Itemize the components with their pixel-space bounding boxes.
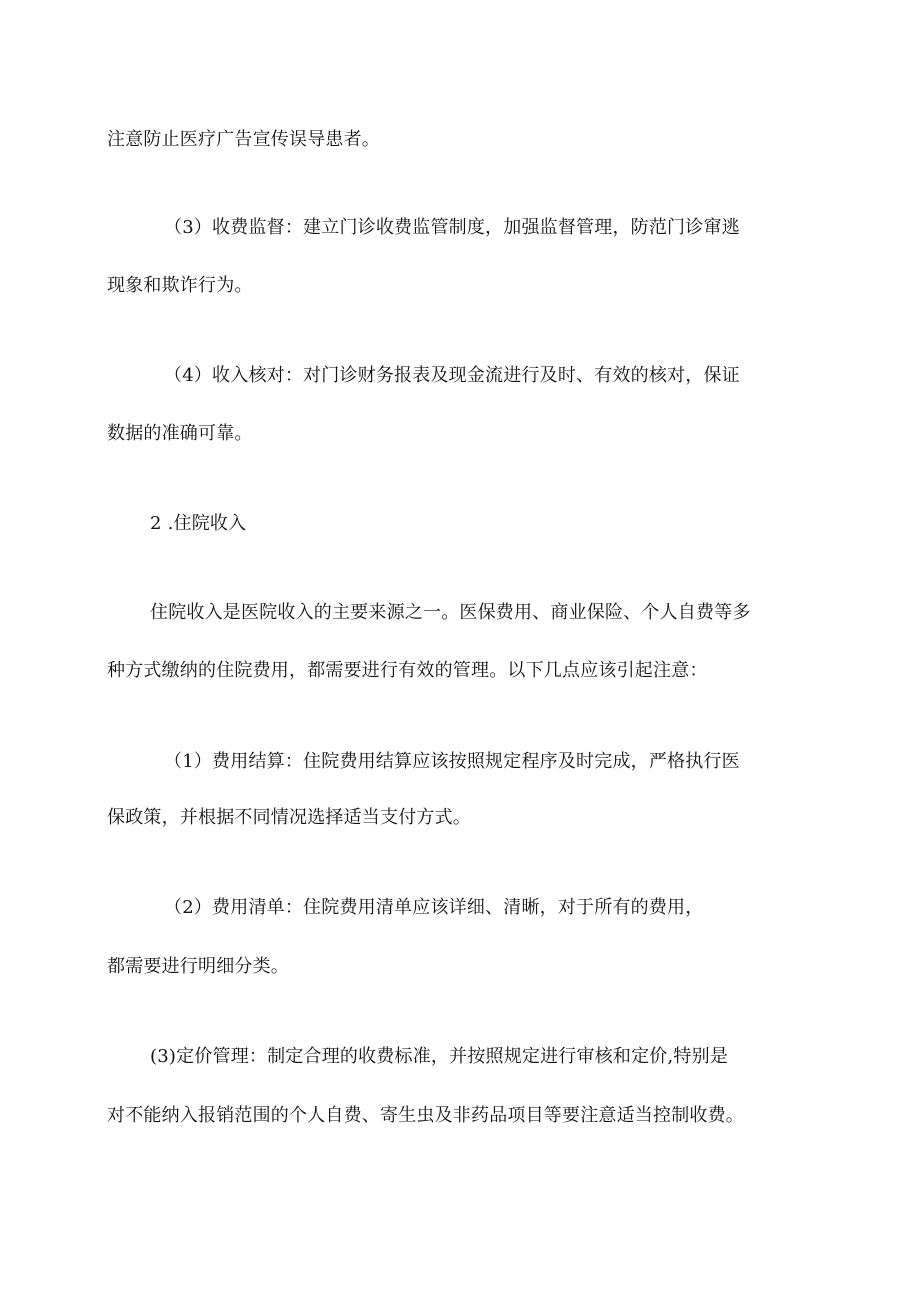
paragraph-line: 住院收入是医院收入的主要来源之一。医保费用、商业保险、个人自费等多 bbox=[150, 602, 751, 623]
section-heading: 2 .住院收入 bbox=[150, 513, 247, 534]
paragraph-line: 注意防止医疗广告宣传误导患者。 bbox=[107, 129, 380, 150]
paragraph-line: （1）费用结算：住院费用结算应该按照规定程序及时完成，严格执行医 bbox=[164, 751, 740, 772]
paragraph-line: 都需要进行明细分类。 bbox=[107, 956, 289, 977]
paragraph-line: 现象和欺诈行为。 bbox=[107, 275, 253, 296]
paragraph-line: （3）收费监督：建立门诊收费监管制度，加强监督管理，防范门诊窜逃 bbox=[164, 217, 740, 238]
paragraph-line: 数据的准确可靠。 bbox=[107, 423, 253, 444]
paragraph-line: (3)定价管理：制定合理的收费标准，并按照规定进行审核和定价,特别是 bbox=[150, 1046, 729, 1067]
paragraph-line: 种方式缴纳的住院费用，都需要进行有效的管理。以下几点应该引起注意： bbox=[107, 660, 708, 681]
paragraph-line: 保政策，并根据不同情况选择适当支付方式。 bbox=[107, 807, 471, 828]
paragraph-line: 对不能纳入报销范围的个人自费、寄生虫及非药品项目等要注意适当控制收费。 bbox=[107, 1105, 744, 1126]
paragraph-line: （2）费用清单：住院费用清单应该详细、清晰，对于所有的费用， bbox=[164, 897, 704, 918]
paragraph-line: （4）收入核对：对门诊财务报表及现金流进行及时、有效的核对，保证 bbox=[164, 365, 740, 386]
